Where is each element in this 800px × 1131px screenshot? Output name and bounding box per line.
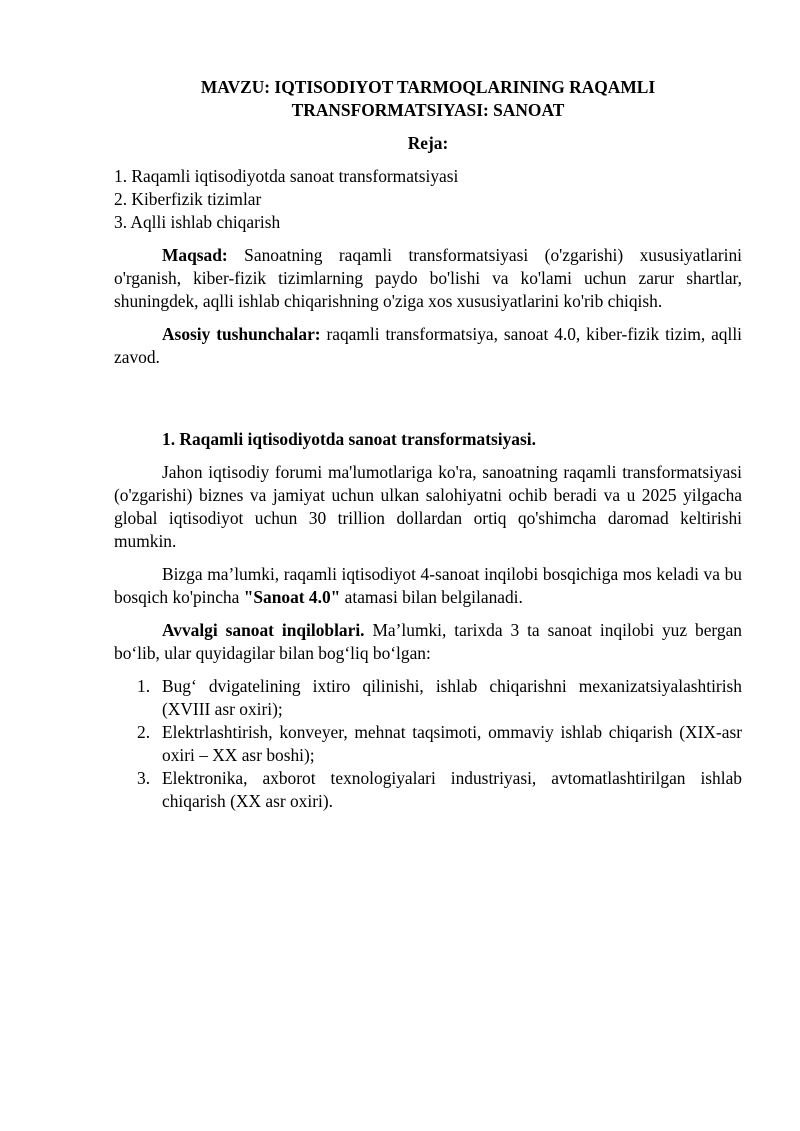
plan-list	[114, 165, 742, 234]
key-concepts-paragraph	[114, 323, 742, 369]
list-item	[114, 767, 742, 813]
industry-4-term: "Sanoat 4.0"	[243, 587, 341, 607]
list-item-text: Bug‘ dvigatelining ixtiro qilinishi, ishlab chiqarishni mexanizatsiyalashtirish (XVIII asr oxiri);	[162, 676, 742, 719]
paragraph-industry-4-tail: atamasi bilan belgilanadi.	[340, 587, 523, 607]
revolutions-list	[114, 675, 742, 813]
goal-paragraph	[114, 244, 742, 313]
previous-revolutions-label: Avvalgi sanoat inqiloblari.	[162, 620, 365, 640]
list-item-text: Elektrlashtirish, konveyer, mehnat taqsimoti, ommaviy ishlab chiqarish (XIX-asr oxiri – XX asr boshi);	[162, 722, 742, 765]
goal-label: Maqsad:	[162, 245, 228, 265]
title-line-1: MAVZU: IQTISODIYOT TARMOQLARINING RAQAMLI	[200, 77, 656, 97]
key-concepts-text: raqamli transformatsiya, sanoat 4.0, kiber-fizik tizim, aqlli zavod.	[114, 324, 742, 367]
paragraph-forum: Jahon iqtisodiy forumi ma'lumotlariga ko'ra, sanoatning raqamli transformatsiyasi (o'zgarishi) biznes va jamiyat uchun ulkan salohiyatni ochib beradi va u 2025 yilgacha global iqtisodiyot uchun 30 trillion dollardan ortiq qo'shimcha daromad keltirishi mumkin.	[114, 462, 742, 551]
paragraph-previous-revolutions	[114, 619, 742, 665]
section-1-heading: 1. Raqamli iqtisodiyotda sanoat transformatsiyasi.	[162, 429, 536, 449]
list-item	[114, 721, 742, 767]
paragraph-industry-4-text: Bizga ma’lumki, raqamli iqtisodiyot 4-sanoat inqilobi bosqichiga mos keladi va bu bosqich ko'pincha	[114, 564, 742, 607]
document-title	[114, 76, 742, 122]
previous-revolutions-text: Ma’lumki, tarixda 3 ta sanoat inqilobi yuz bergan bo‘lib, ular quyidagilar bilan bog‘liq bo‘lgan:	[114, 620, 742, 663]
list-number: 2.	[137, 722, 151, 742]
title-line-2: TRANSFORMATSIYASI: SANOAT	[291, 100, 565, 120]
plan-item: 3. Aqlli ishlab chiqarish	[114, 212, 281, 232]
plan-heading: Reja:	[407, 133, 449, 153]
paragraph-industry-4	[114, 563, 742, 609]
list-number: 3.	[137, 768, 151, 788]
plan-item: 1. Raqamli iqtisodiyotda sanoat transformatsiyasi	[114, 166, 459, 186]
list-number: 1.	[137, 676, 151, 696]
list-item	[114, 675, 742, 721]
list-item-text: Elektronika, axborot texnologiyalari industriyasi, avtomatlashtirilgan ishlab chiqarish (XX asr oxiri).	[162, 768, 742, 811]
key-concepts-label: Asosiy tushunchalar:	[162, 324, 321, 344]
plan-item: 2. Kiberfizik tizimlar	[114, 189, 262, 209]
goal-text: Sanoatning raqamli transformatsiyasi (o'zgarishi) xususiyatlarini o'rganish, kiber-fizik tizimlarning paydo bo'lishi va ko'lami uchun zarur shartlar, shuningdek, aqlli ishlab chiqarishning o'ziga xos xususiyatlarini ko'rib chiqish.	[114, 245, 742, 311]
